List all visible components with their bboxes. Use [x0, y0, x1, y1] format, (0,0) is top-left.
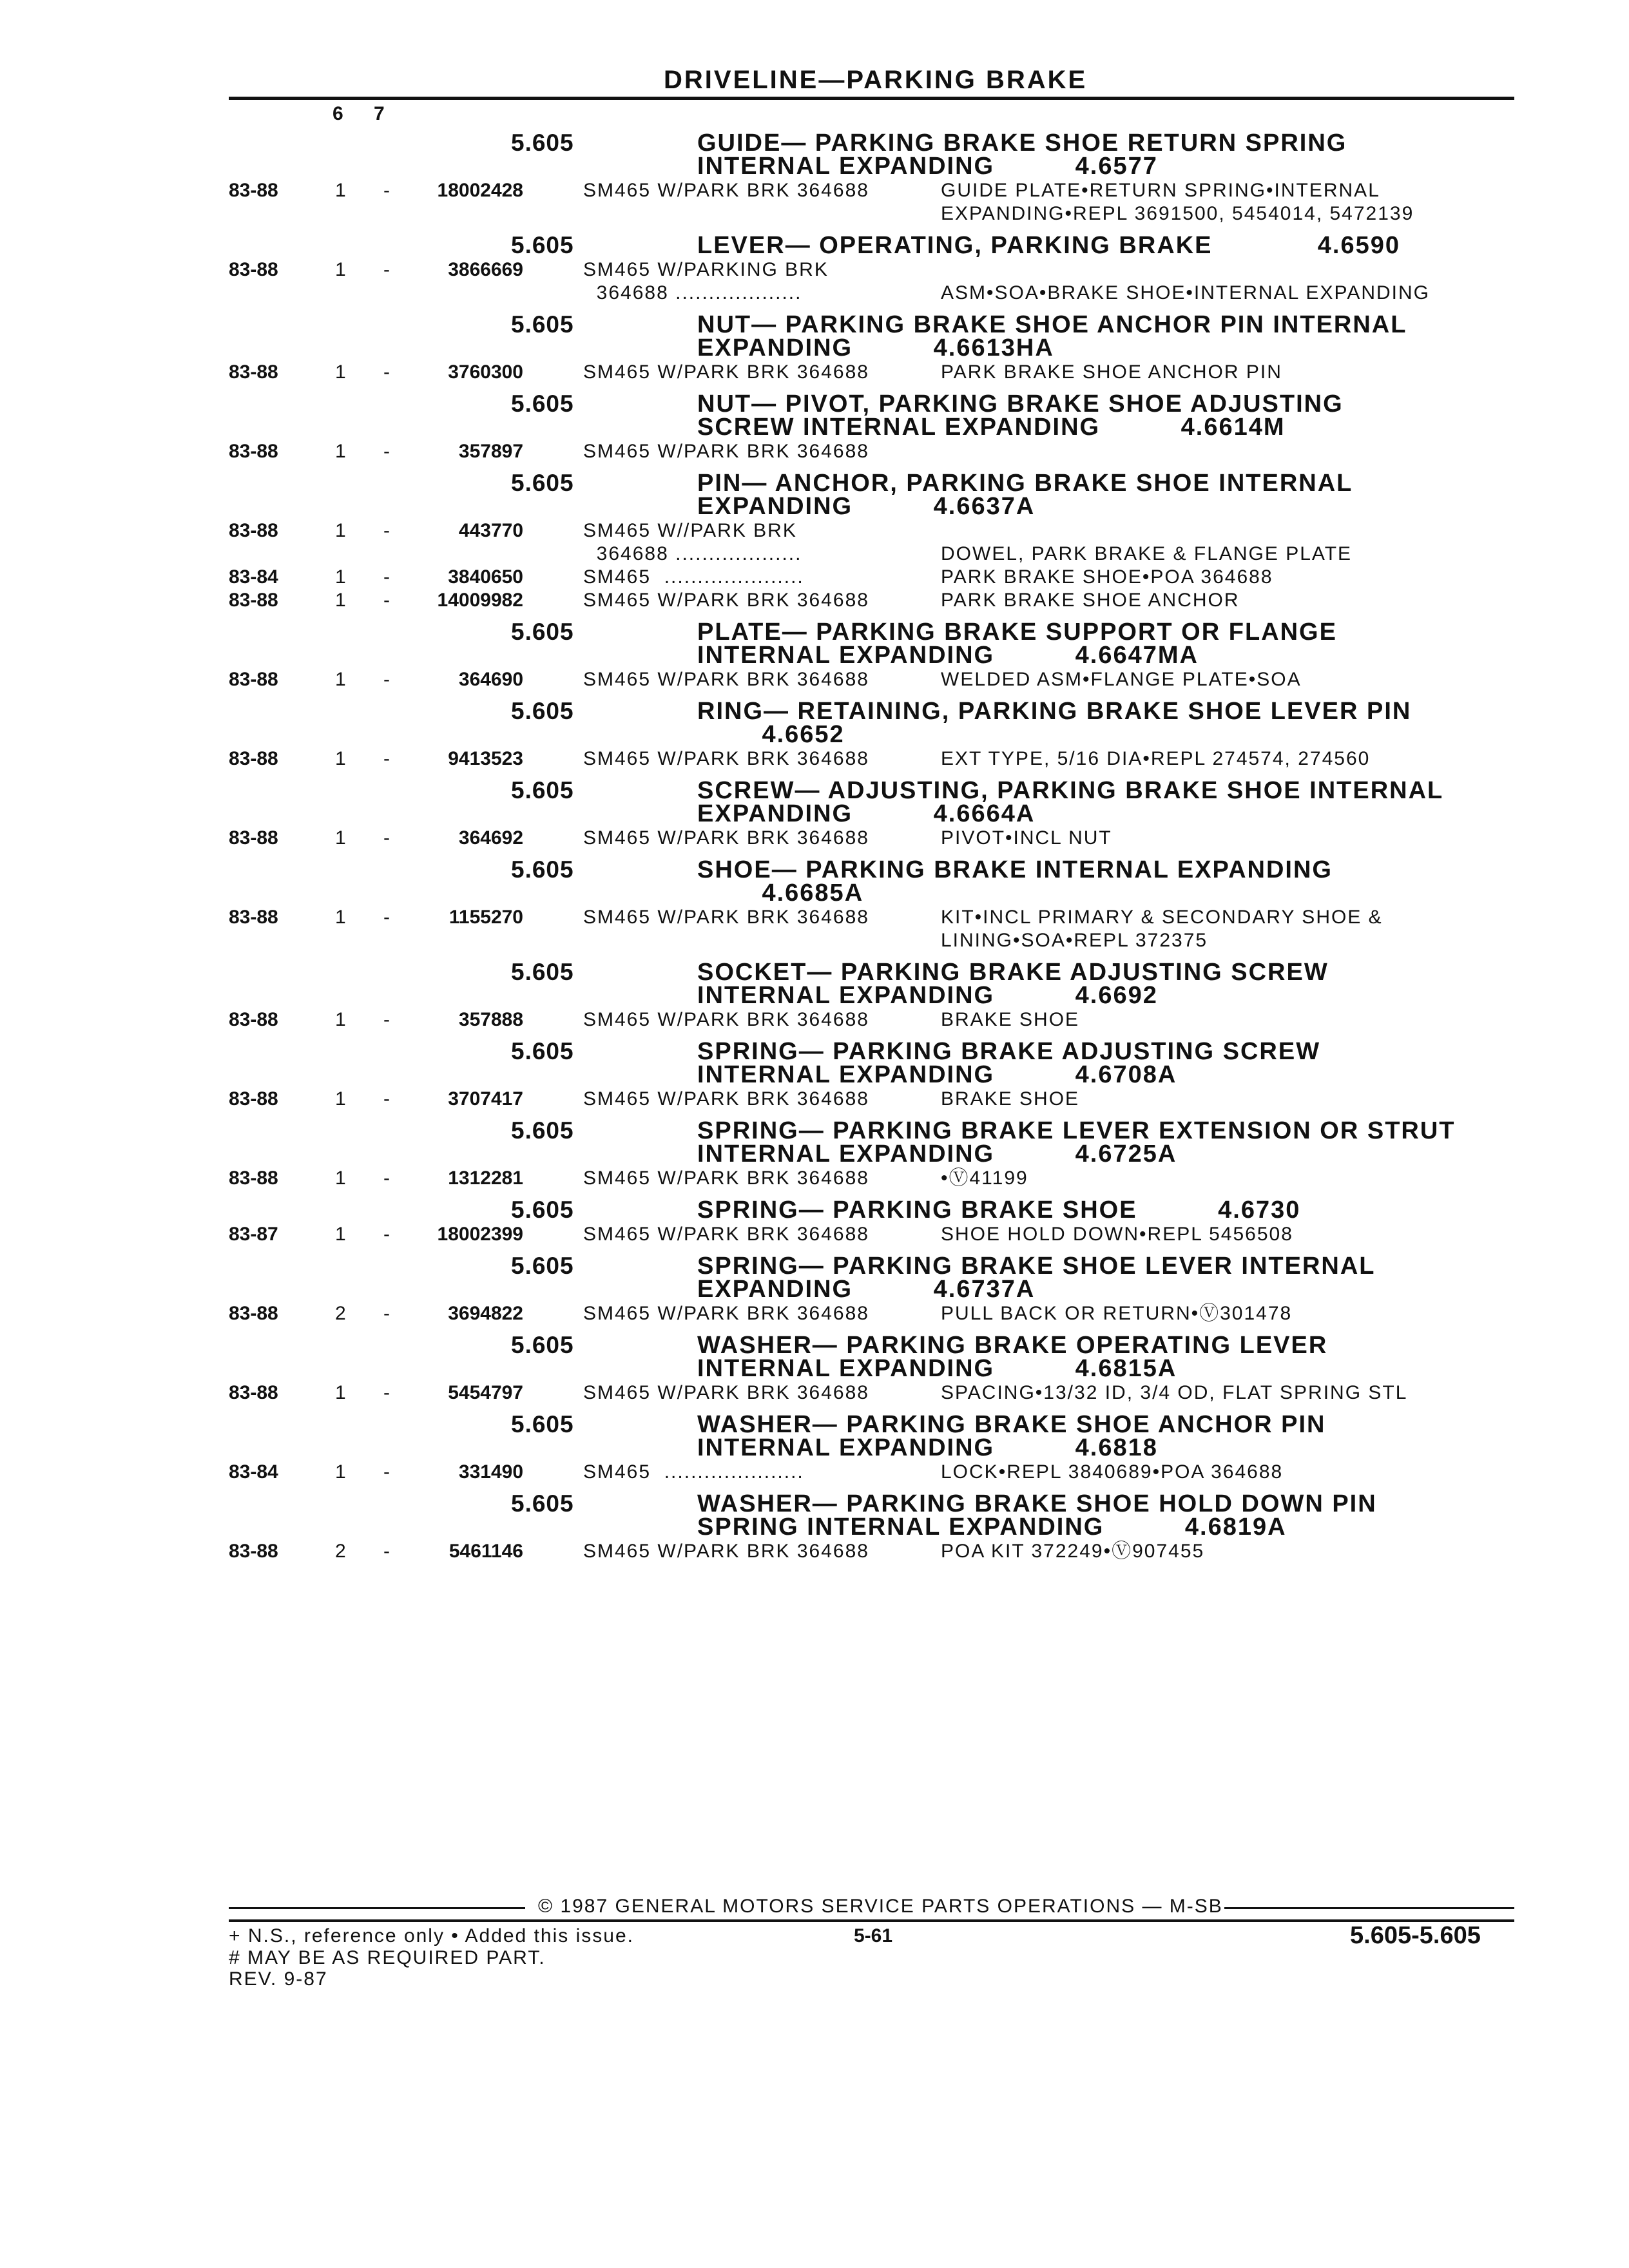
part-description: INTERNAL EXPANDING 4.6577: [697, 153, 1158, 180]
part-note: PARK BRAKE SHOE ANCHOR PIN: [941, 361, 1282, 383]
model-years: 83-88: [229, 1541, 278, 1562]
part-description: WASHER— PARKING BRAKE SHOE HOLD DOWN PIN: [697, 1490, 1377, 1517]
group-code: 5.605: [511, 1411, 574, 1437]
part-note: LOCK•REPL 3840689•POA 364688: [941, 1461, 1284, 1483]
group-code: 5.605: [511, 856, 574, 883]
page-number: 5-61: [854, 1925, 893, 1946]
model-applicability: SM465 W/PARK BRK 364688: [583, 827, 869, 849]
dash: -: [383, 1009, 391, 1030]
model-applicability: SM465 W/PARKING BRK: [583, 259, 829, 280]
model-applicability: SM465 W/PARK BRK 364688: [583, 1088, 869, 1110]
part-note: PARK BRAKE SHOE•POA 364688: [941, 566, 1273, 588]
model-years: 83-88: [229, 1168, 278, 1189]
part-note: SHOE HOLD DOWN•REPL 5456508: [941, 1224, 1293, 1245]
dash: -: [383, 1224, 391, 1245]
part-number: 331490: [458, 1461, 523, 1483]
footer-legend-added: + N.S., reference only • Added this issue.: [229, 1925, 634, 1946]
page-title: DRIVELINE—PARKING BRAKE: [664, 66, 1088, 94]
part-number: 1155270: [448, 907, 523, 928]
dash: -: [383, 1382, 391, 1403]
model-applicability: SM465 W/PARK BRK 364688: [583, 361, 869, 383]
part-note: •Ⓥ41199: [941, 1168, 1028, 1189]
dash: -: [383, 748, 391, 769]
part-description: INTERNAL EXPANDING 4.6818: [697, 1434, 1158, 1461]
footer-legend-required: # MAY BE AS REQUIRED PART.: [229, 1947, 546, 1968]
part-number: 3760300: [448, 361, 523, 383]
part-description: SCREW— ADJUSTING, PARKING BRAKE SHOE INTERNAL: [697, 777, 1444, 804]
part-number: 364692: [458, 827, 523, 849]
model-years: 83-88: [229, 827, 278, 849]
model-applicability: SM465 W/PARK BRK 364688: [583, 907, 869, 928]
quantity: 1: [335, 1168, 347, 1189]
model-applicability: SM465 W/PARK BRK 364688: [583, 441, 869, 462]
revision: REV. 9-87: [229, 1968, 328, 1990]
quantity: 1: [335, 907, 347, 928]
model-years: 83-88: [229, 590, 278, 611]
model-applicability: SM465 W/PARK BRK 364688: [583, 180, 869, 201]
group-code: 5.605: [511, 1490, 574, 1517]
quantity: 1: [335, 1382, 347, 1403]
part-number: 14009982: [437, 590, 523, 611]
part-number: 3866669: [448, 259, 523, 280]
group-code: 5.605: [511, 1038, 574, 1064]
dash: -: [383, 1303, 391, 1324]
part-note: BRAKE SHOE: [941, 1009, 1080, 1030]
part-note: GUIDE PLATE•RETURN SPRING•INTERNAL: [941, 180, 1380, 201]
model-applicability: SM465 W//PARK BRK: [583, 520, 797, 541]
quantity: 1: [335, 520, 347, 541]
dash: -: [383, 441, 391, 462]
quantity: 1: [335, 748, 347, 769]
model-years: 83-88: [229, 1009, 278, 1030]
model-years: 83-84: [229, 1461, 278, 1483]
part-description: GUIDE— PARKING BRAKE SHOE RETURN SPRING: [697, 130, 1347, 157]
header-rule: [229, 97, 1514, 100]
model-years: 83-88: [229, 361, 278, 383]
dash: -: [383, 907, 391, 928]
quantity: 1: [335, 1224, 347, 1245]
model-years: 83-88: [229, 907, 278, 928]
part-description: INTERNAL EXPANDING 4.6708A: [697, 1061, 1177, 1088]
part-description: PIN— ANCHOR, PARKING BRAKE SHOE INTERNAL: [697, 470, 1353, 497]
model-years: 83-88: [229, 1382, 278, 1403]
part-description: SPRING— PARKING BRAKE SHOE LEVER INTERNAL: [697, 1253, 1376, 1280]
part-note: PARK BRAKE SHOE ANCHOR: [941, 590, 1240, 611]
model-years: 83-88: [229, 1303, 278, 1324]
model-applicability: SM465 W/PARK BRK 364688: [583, 1168, 869, 1189]
model-applicability: SM465 W/PARK BRK 364688: [583, 1224, 869, 1245]
part-description: WASHER— PARKING BRAKE SHOE ANCHOR PIN: [697, 1411, 1326, 1438]
part-description: 4.6685A: [697, 879, 864, 907]
part-number: 5454797: [448, 1382, 523, 1403]
part-number: 3840650: [448, 566, 523, 588]
group-code: 5.605: [511, 777, 574, 803]
dash: -: [383, 1461, 391, 1483]
part-description: SPRING INTERNAL EXPANDING 4.6819A: [697, 1514, 1287, 1541]
dash: -: [383, 827, 391, 849]
part-description: 4.6652: [697, 721, 845, 748]
model-applicability: SM465 W/PARK BRK 364688: [583, 1009, 869, 1030]
footer-rule-left: [229, 1907, 525, 1909]
part-description: SPRING— PARKING BRAKE LEVER EXTENSION OR STRUT: [697, 1117, 1456, 1144]
quantity: 1: [335, 180, 347, 201]
group-code: 5.605: [511, 390, 574, 417]
dash: -: [383, 1088, 391, 1110]
dash: -: [383, 361, 391, 383]
part-note: BRAKE SHOE: [941, 1088, 1080, 1110]
part-description: NUT— PIVOT, PARKING BRAKE SHOE ADJUSTING: [697, 390, 1344, 418]
part-description: INTERNAL EXPANDING 4.6647MA: [697, 642, 1199, 669]
part-description: PLATE— PARKING BRAKE SUPPORT OR FLANGE: [697, 619, 1337, 646]
part-description: SCREW INTERNAL EXPANDING 4.6614M: [697, 414, 1286, 441]
dash: -: [383, 1541, 391, 1562]
part-description: NUT— PARKING BRAKE SHOE ANCHOR PIN INTERNAL: [697, 311, 1407, 338]
dash: -: [383, 1168, 391, 1189]
part-description: INTERNAL EXPANDING 4.6692: [697, 982, 1158, 1009]
group-code: 5.605: [511, 1117, 574, 1144]
group-code: 5.605: [511, 232, 574, 258]
dash: -: [383, 259, 391, 280]
model-years: 83-88: [229, 669, 278, 690]
part-description: SPRING— PARKING BRAKE ADJUSTING SCREW: [697, 1038, 1321, 1065]
model-applicability: SM465 W/PARK BRK 364688: [583, 669, 869, 690]
part-description: EXPANDING 4.6637A: [697, 493, 1036, 520]
group-code: 5.605: [511, 1196, 574, 1223]
part-number: 364690: [458, 669, 523, 690]
quantity: 1: [335, 1009, 347, 1030]
quantity: 1: [335, 259, 347, 280]
model-applicability: SM465 W/PARK BRK 364688: [583, 1382, 869, 1403]
part-number: 357888: [458, 1009, 523, 1030]
part-note: EXT TYPE, 5/16 DIA•REPL 274574, 274560: [941, 748, 1371, 769]
part-number: 357897: [458, 441, 523, 462]
part-note: SPACING•13/32 ID, 3/4 OD, FLAT SPRING STL: [941, 1382, 1408, 1403]
group-code: 5.605: [511, 470, 574, 496]
part-number: 18002428: [437, 180, 523, 201]
part-note: LINING•SOA•REPL 372375: [941, 930, 1208, 951]
model-years: 83-88: [229, 441, 278, 462]
part-description: EXPANDING 4.6613HA: [697, 334, 1054, 361]
part-note: WELDED ASM•FLANGE PLATE•SOA: [941, 669, 1302, 690]
part-number: 3694822: [448, 1303, 523, 1324]
quantity: 1: [335, 827, 347, 849]
model-years: 83-88: [229, 180, 278, 201]
part-number: 5461146: [448, 1541, 523, 1562]
model-applicability: SM465 W/PARK BRK 364688: [583, 1303, 869, 1324]
group-code: 5.605: [511, 130, 574, 156]
quantity: 1: [335, 566, 347, 588]
part-description: WASHER— PARKING BRAKE OPERATING LEVER: [697, 1332, 1328, 1359]
part-description: LEVER— OPERATING, PARKING BRAKE 4.6590: [697, 232, 1401, 259]
quantity: 2: [335, 1541, 347, 1562]
part-number: 18002399: [437, 1224, 523, 1245]
model-years: 83-88: [229, 520, 278, 541]
model-years: 83-88: [229, 1088, 278, 1110]
copyright: © 1987 GENERAL MOTORS SERVICE PARTS OPERATIONS — M-SB: [538, 1896, 1223, 1917]
quantity: 1: [335, 590, 347, 611]
group-code: 5.605: [511, 619, 574, 645]
footer-rule-right: [1224, 1907, 1514, 1909]
part-description: SHOE— PARKING BRAKE INTERNAL EXPANDING: [697, 856, 1333, 883]
part-description: EXPANDING 4.6664A: [697, 800, 1036, 827]
model-years: 83-88: [229, 259, 278, 280]
part-description: RING— RETAINING, PARKING BRAKE SHOE LEVER PIN: [697, 698, 1412, 725]
part-note: PIVOT•INCL NUT: [941, 827, 1112, 849]
part-description: INTERNAL EXPANDING 4.6815A: [697, 1355, 1177, 1382]
group-code: 5.605: [511, 1253, 574, 1279]
model-applicability: 364688 ...................: [583, 543, 802, 564]
part-number: 9413523: [448, 748, 523, 769]
part-description: SPRING— PARKING BRAKE SHOE 4.6730: [697, 1196, 1301, 1224]
part-description: SOCKET— PARKING BRAKE ADJUSTING SCREW: [697, 959, 1329, 986]
model-applicability: SM465 W/PARK BRK 364688: [583, 590, 869, 611]
dash: -: [383, 590, 391, 611]
quantity: 1: [335, 1461, 347, 1483]
part-description: EXPANDING 4.6737A: [697, 1276, 1036, 1303]
model-years: 83-87: [229, 1224, 278, 1245]
part-note: KIT•INCL PRIMARY & SECONDARY SHOE &: [941, 907, 1383, 928]
part-number: 1312281: [448, 1168, 523, 1189]
quantity: 1: [335, 441, 347, 462]
model-years: 83-88: [229, 748, 278, 769]
part-note: DOWEL, PARK BRAKE & FLANGE PLATE: [941, 543, 1353, 564]
part-note: POA KIT 372249•Ⓥ907455: [941, 1541, 1205, 1562]
part-number: 443770: [458, 520, 523, 541]
part-note: PULL BACK OR RETURN•Ⓥ301478: [941, 1303, 1293, 1324]
part-note: EXPANDING•REPL 3691500, 5454014, 5472139: [941, 203, 1414, 224]
quantity: 1: [335, 669, 347, 690]
dash: -: [383, 566, 391, 588]
column-header-7: 7: [374, 103, 385, 124]
group-range: 5.605-5.605: [1350, 1922, 1481, 1949]
part-description: INTERNAL EXPANDING 4.6725A: [697, 1140, 1177, 1168]
dash: -: [383, 180, 391, 201]
quantity: 1: [335, 361, 347, 383]
model-years: 83-84: [229, 566, 278, 588]
group-code: 5.605: [511, 311, 574, 338]
column-header-6: 6: [333, 103, 343, 124]
group-code: 5.605: [511, 1332, 574, 1358]
part-note: ASM•SOA•BRAKE SHOE•INTERNAL EXPANDING: [941, 282, 1430, 303]
part-number: 3707417: [448, 1088, 523, 1110]
model-applicability: SM465 W/PARK BRK 364688: [583, 1541, 869, 1562]
quantity: 2: [335, 1303, 347, 1324]
model-applicability: SM465 W/PARK BRK 364688: [583, 748, 869, 769]
dash: -: [383, 520, 391, 541]
dash: -: [383, 669, 391, 690]
model-applicability: SM465 .....................: [583, 1461, 804, 1483]
quantity: 1: [335, 1088, 347, 1110]
model-applicability: 364688 ...................: [583, 282, 802, 303]
group-code: 5.605: [511, 959, 574, 985]
model-applicability: SM465 .....................: [583, 566, 804, 588]
group-code: 5.605: [511, 698, 574, 724]
footer-rule-full: [229, 1919, 1514, 1922]
